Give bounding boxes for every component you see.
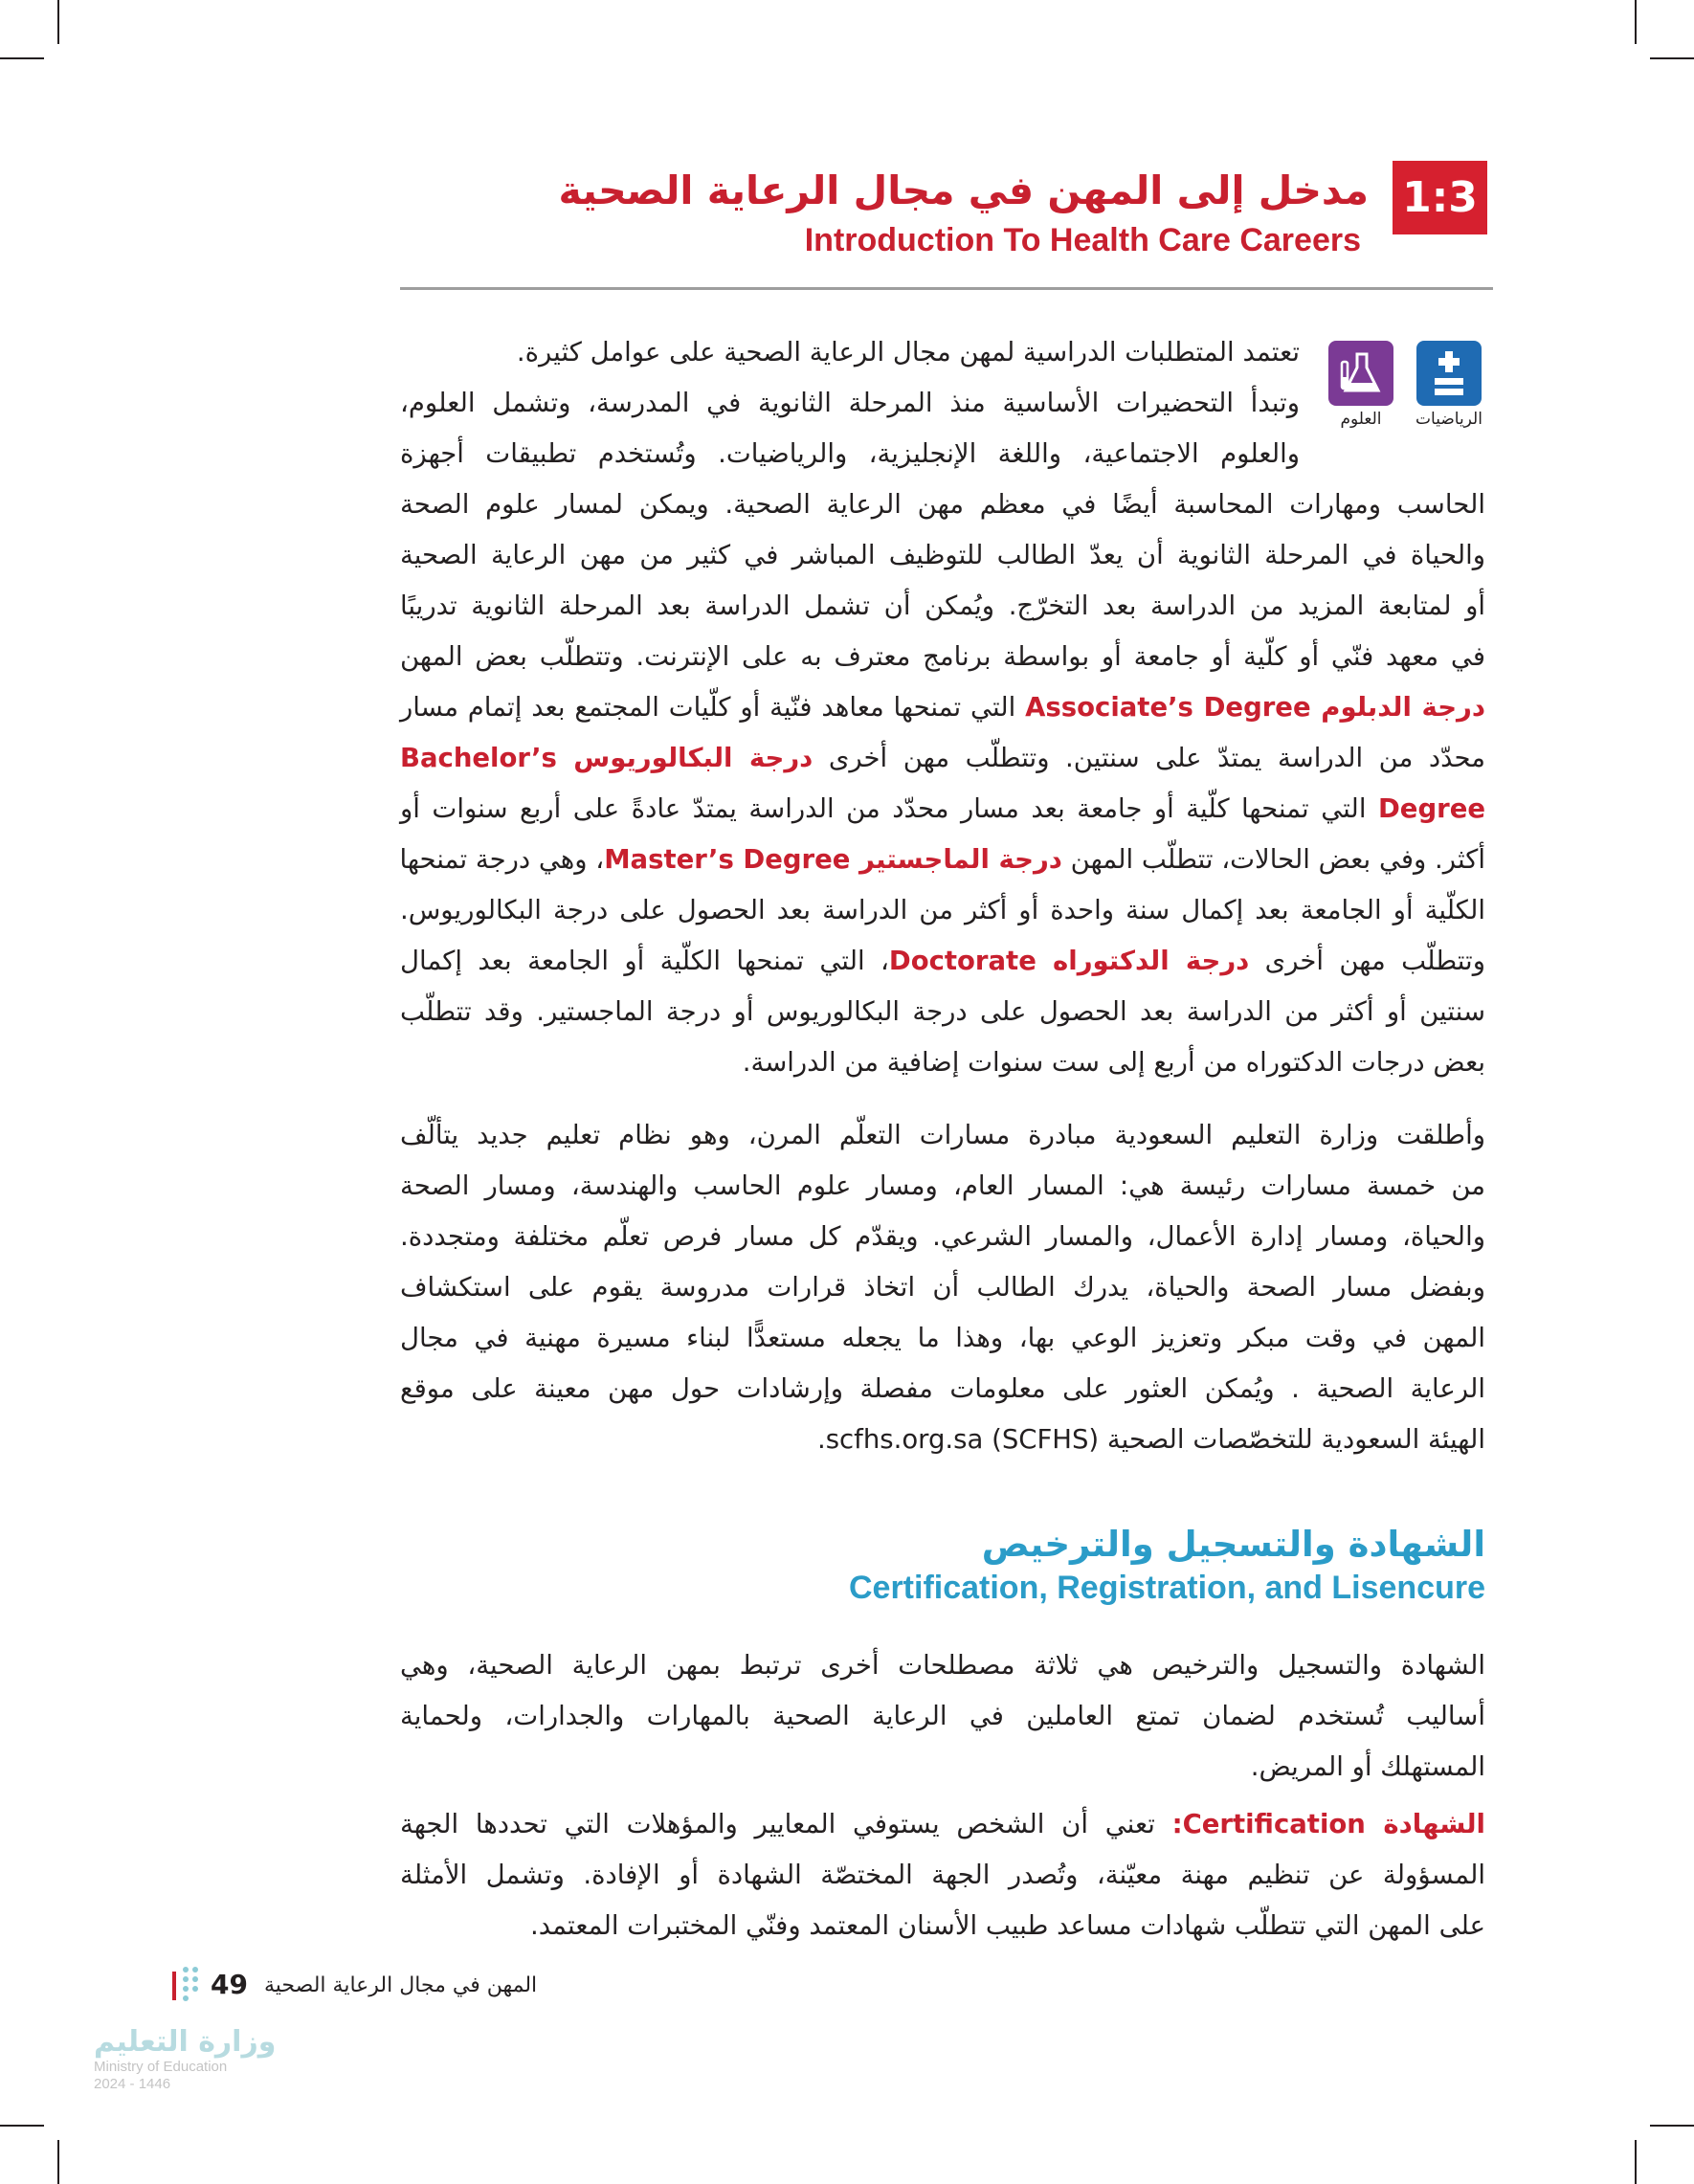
text-line: محدّد من الدراسة يمتدّ على سنتين. وتتطلّب مهن أخرى درجة البكالوريوس Bachelor’s <box>400 743 1485 773</box>
text-line: أو لمتابعة المزيد من الدراسة بعد التخرّج. ويُمكن أن تشمل الدراسة بعد المرحلة الثانوية تدريبًا <box>400 591 1485 621</box>
math-icon <box>1416 341 1482 406</box>
intro-paragraph-top <box>400 327 1300 479</box>
text-line: المستهلك أو المريض. <box>1250 1751 1485 1782</box>
math-icon-label: الرياضيات <box>1415 410 1482 429</box>
text-line: المسؤولة عن تنظيم مهنة معيّنة، وتُصدر الجهة المختصّة الشهادة أو الإفادة. وتشمل الأمثلة <box>400 1860 1485 1890</box>
text-line: Degree التي تمنحها كلّية أو جامعة بعد مسار محدّد من الدراسة يمتدّ عادةً على أربع سنوات أو <box>400 793 1485 824</box>
ministry-logo <box>94 2025 276 2093</box>
crop-mark <box>0 57 44 59</box>
crop-mark <box>1635 2140 1637 2184</box>
degree-term: درجة البكالوريوس Bachelor’s <box>400 743 814 773</box>
text-line: بعض درجات الدكتوراه من أربع إلى ست سنوات إضافية من الدراسة. <box>742 1047 1485 1078</box>
text-line: الشهادة والتسجيل والترخيص هي ثلاثة مصطلحات أخرى ترتبط بمهن الرعاية الصحية، وهي <box>400 1650 1485 1681</box>
ministry-name-ar: وزارة التعليم <box>94 2025 277 2059</box>
text-line: من خمسة مسارات رئيسة هي: المسار العام، ومسار علوم الحاسب والهندسة، ومسار الصحة <box>400 1170 1485 1201</box>
text-line: الكلّية أو الجامعة بعد إكمال سنة واحدة أو أكثر من الدراسة بعد الحصول على درجة البكالوريوس. <box>400 895 1485 925</box>
text-line: أساليب تُستخدم لضمان تمتع العاملين في الرعاية الصحية بالمهارات والجدارات، ولحماية <box>400 1701 1485 1731</box>
certification-term: الشهادة Certification: <box>1171 1809 1485 1839</box>
science-icon <box>1328 341 1393 406</box>
text-line: الحاسب ومهارات المحاسبة أيضًا في معظم مهن الرعاية الصحية. ويمكن لمسار علوم الصحة <box>400 489 1485 520</box>
crop-mark <box>1650 57 1694 59</box>
title-divider <box>400 287 1493 290</box>
text-line: تعتمد المتطلبات الدراسية لمهن مجال الرعاية الصحية على عوامل كثيرة. <box>516 337 1300 368</box>
text-line: الرعاية الصحية . ويُمكن العثور على معلومات مفصلة وإرشادات حول مهن معينة على موقع <box>400 1373 1485 1404</box>
text-line: والعلوم الاجتماعية، واللغة الإنجليزية، والرياضيات. وتُستخدم تطبيقات أجهزة <box>400 438 1300 469</box>
text-line: أكثر. وفي بعض الحالات، تتطلّب المهن درجة الماجستير Master’s Degree، وهي درجة تمنحها <box>399 844 1485 875</box>
section-title-en: Introduction To Health Care Careers <box>804 222 1361 258</box>
text-line: المهن في وقت مبكر وتعزيز الوعي بها، وهذا ما يجعله مستعدًّا لبناء مسيرة مهنية في مجال <box>400 1323 1485 1353</box>
degree-term: Degree <box>1377 793 1485 824</box>
subsection-title-en: Certification, Registration, and Lisencure <box>848 1570 1485 1606</box>
crop-mark <box>1635 0 1637 44</box>
text-line: وتبدأ التحضيرات الأساسية منذ المرحلة الثانوية في المدرسة، وتشمل العلوم، <box>400 388 1300 418</box>
page-number: 49 <box>211 1969 248 2000</box>
section-title-ar: مدخل إلى المهن في مجال الرعاية الصحية <box>558 167 1369 213</box>
subsection-intro-paragraph <box>400 1640 1485 1793</box>
text-line: سنتين أو أكثر من الدراسة بعد الحصول على درجة البكالوريوس أو درجة الماجستير. وقد تتطلّب <box>400 996 1485 1027</box>
text-line: الهيئة السعودية للتخصّصات الصحية scfhs.org.sa (SCFHS). <box>816 1424 1485 1455</box>
text-line: وبفضل مسار الصحة والحياة، يدرك الطالب أن اتخاذ قرارات مدروسة يقوم على استكشاف <box>400 1272 1485 1303</box>
text-line: درجة الدبلوم Associate’s Degree التي تمنحها معاهد فنّية أو كلّيات المجتمع بعد إتمام مسار <box>400 692 1485 723</box>
chapter-title: المهن في مجال الرعاية الصحية <box>264 1973 538 1997</box>
degree-term: درجة الدبلوم Associate’s Degree <box>1025 692 1485 723</box>
text-line: الشهادة Certification: تعني أن الشخص يستوفي المعايير والمؤهلات التي تحددها الجهة <box>400 1809 1485 1839</box>
paths-paragraph <box>400 1110 1485 1465</box>
science-icon-label: العلوم <box>1340 410 1382 429</box>
crop-mark <box>57 2140 59 2184</box>
intro-paragraph <box>400 479 1485 1088</box>
section-number-badge: 1:3 <box>1393 161 1487 234</box>
text-line: وأطلقت وزارة التعليم السعودية مبادرة مسارات التعلّم المرن، وهو نظام تعليم جديد يتألّف <box>400 1120 1485 1150</box>
degree-term: درجة الدكتوراه Doctorate <box>888 946 1250 976</box>
crop-mark <box>1650 2125 1694 2127</box>
subsection-title-ar: الشهادة والتسجيل والترخيص <box>981 1524 1485 1565</box>
edition-year: 2024 - 1446 <box>94 2076 171 2092</box>
text-line: والحياة، ومسار إدارة الأعمال، والمسار الشرعي. ويقدّم كل مسار فرص تعلّم مختلفة ومتجددة. <box>400 1221 1485 1252</box>
text-line: في معهد فنّي أو كلّية أو جامعة أو بواسطة برنامج معترف به على الإنترنت. وتتطلّب بعض المهن <box>400 641 1485 672</box>
ministry-name-en: Ministry of Education <box>94 2059 228 2075</box>
crop-mark <box>0 2125 44 2127</box>
crop-mark <box>57 0 59 44</box>
dots-ornament-icon <box>180 1964 207 2006</box>
text-line: والحياة في المرحلة الثانوية أن يعدّ الطالب للتوظيف المباشر في كثير من مهن الرعاية الصحية <box>400 540 1485 570</box>
text-line: وتتطلّب مهن أخرى درجة الدكتوراه Doctorate، التي تمنحها الكلّية أو الجامعة بعد إكمال <box>400 946 1485 976</box>
footer-accent-bar <box>172 1972 176 2000</box>
certification-paragraph <box>400 1799 1485 1951</box>
degree-term: درجة الماجستير Master’s Degree <box>604 844 1062 875</box>
text-line: على المهن التي تتطلّب شهادات مساعد طبيب الأسنان المعتمد وفنّي المختبرات المعتمد. <box>529 1910 1485 1941</box>
